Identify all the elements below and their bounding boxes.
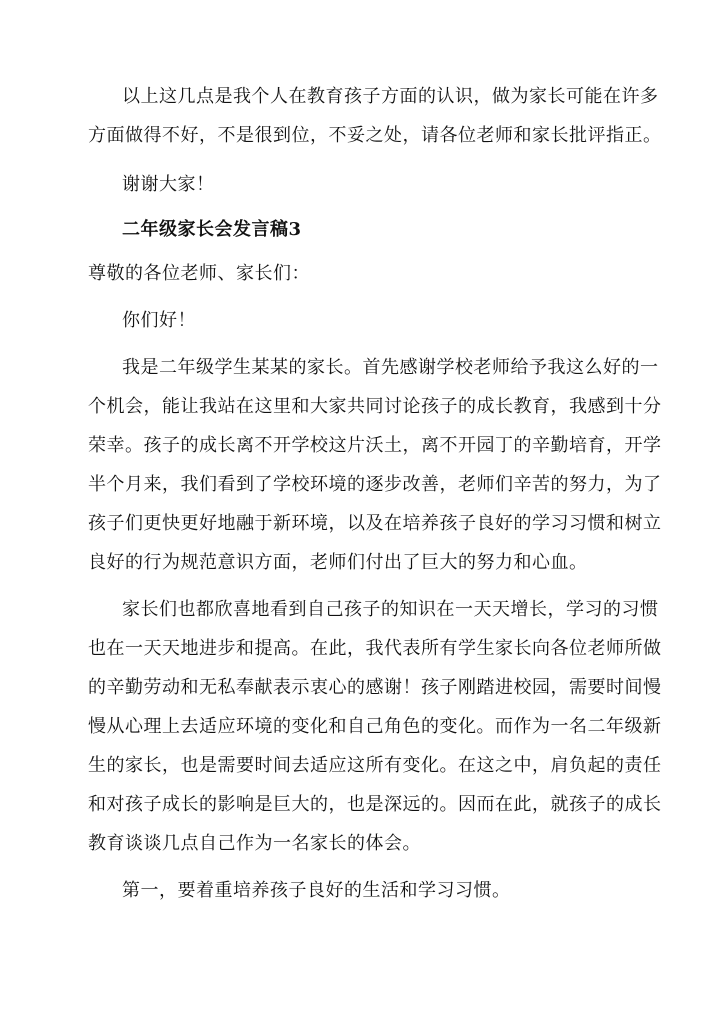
paragraph-line: 慢从心理上去适应环境的变化和自己角色的变化。而作为一名二年级新 [88, 716, 662, 737]
paragraph-line: 也在一天天地进步和提高。在此，我代表所有学生家长向各位老师所做 [88, 638, 662, 659]
paragraph-line: 我是二年级学生某某的家长。首先感谢学校老师给予我这么好的一 [122, 357, 659, 378]
paragraph-line: 以上这几点是我个人在教育孩子方面的认识，做为家长可能在许多 [122, 86, 659, 107]
section-heading: 二年级家长会发言稿3 [122, 219, 302, 240]
salutation: 尊敬的各位老师、家长们： [88, 263, 310, 284]
paragraph-line: 家长们也都欣喜地看到自己孩子的知识在一天天增长，学习的习惯 [122, 599, 659, 620]
paragraph-line: 半个月来，我们看到了学校环境的逐步改善，老师们辛苦的努力，为了 [88, 474, 662, 495]
thanks-line: 谢谢大家！ [122, 174, 215, 195]
paragraph-line: 生的家长，也是需要时间去适应这所有变化。在这之中，肩负起的责任 [88, 755, 662, 776]
paragraph-line: 教育谈谈几点自己作为一名家长的体会。 [88, 833, 421, 854]
paragraph-line: 良好的行为规范意识方面，老师们付出了巨大的努力和心血。 [88, 552, 588, 573]
greeting: 你们好！ [122, 310, 196, 331]
paragraph-line: 方面做得不好，不是很到位，不妥之处，请各位老师和家长批评指正。 [88, 125, 662, 146]
paragraph-line: 的辛勤劳动和无私奉献表示衷心的感谢！孩子刚踏进校园，需要时间慢 [88, 677, 662, 698]
paragraph-line: 和对孩子成长的影响是巨大的，也是深远的。因而在此，就孩子的成长 [88, 794, 662, 815]
paragraph-line: 个机会，能让我站在这里和大家共同讨论孩子的成长教育，我感到十分 [88, 396, 662, 417]
paragraph-line: 荣幸。孩子的成长离不开学校这片沃土，离不开园丁的辛勤培育，开学 [88, 435, 662, 456]
paragraph-line: 孩子们更快更好地融于新环境，以及在培养孩子良好的学习习惯和树立 [88, 513, 662, 534]
paragraph-line: 第一，要着重培养孩子良好的生活和学习习惯。 [122, 880, 511, 901]
